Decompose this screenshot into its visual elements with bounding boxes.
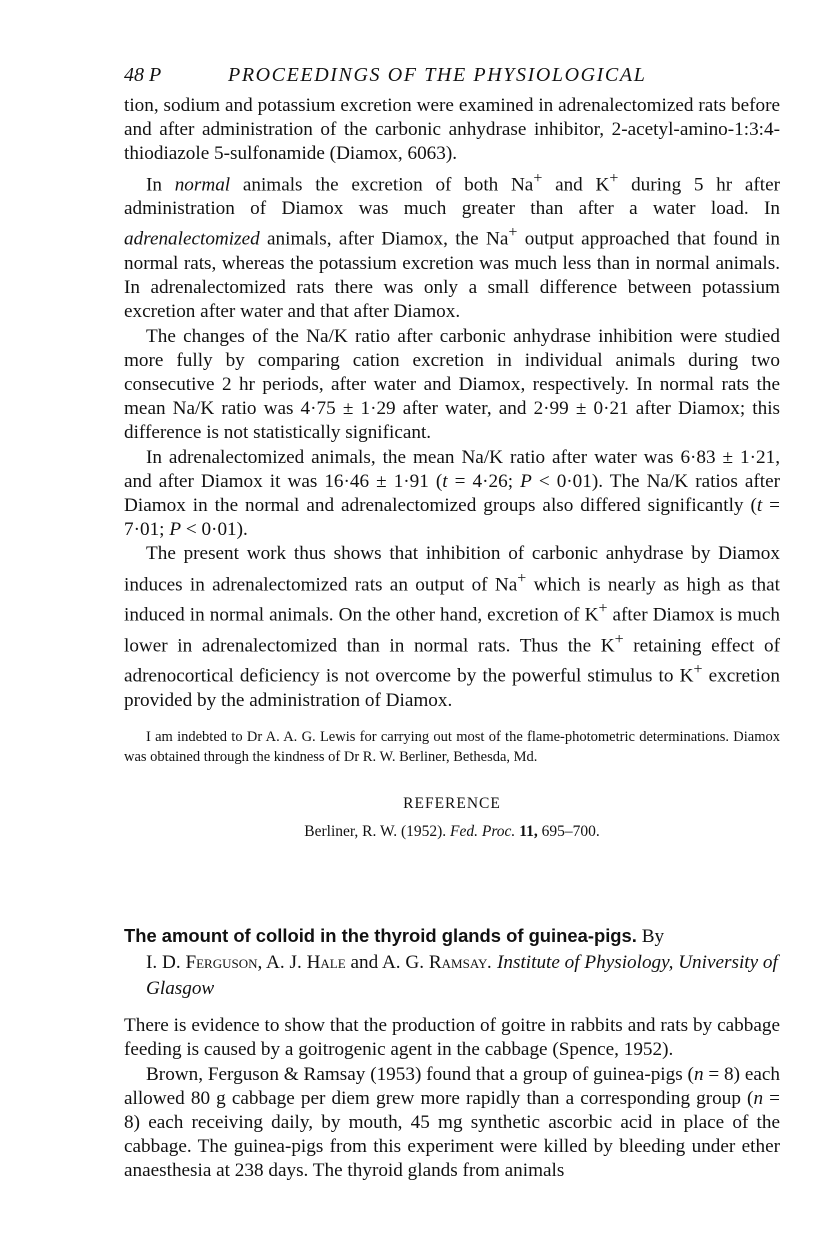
section-paragraph-1: There is evidence to show that the production of goitre in rabbits and rats by cabbage feeding is caused by a goitrogenic agent in the cabbage (Spence, 1952). xyxy=(124,1015,780,1061)
paragraph-2: In normal animals the excretion of both Na+ and K+ during 5 hr after administration of Diamox was much greater than after a water load. In adrenalectomized animals, after Diamox, the Na+ output approached that found in normal rats, whereas the potassium excretion was much less than in normal animals. In adrenalectomized rats there was only a small difference between potassium excretion after water and that after Diamox. xyxy=(124,169,781,323)
section-title: The amount of colloid in the thyroid glands of guinea-pigs. By xyxy=(124,925,665,948)
paragraph-3: The changes of the Na/K ratio after carbonic anhydrase inhibition were studied more fully by comparing cation excretion in individual animals during two consecutive 2 hr periods, after water and Diamox, respectively. In normal rats the mean Na/K ratio was 4·75 ± 1·29 after water, and 2·99 ± 0·21 after Diamox; this difference is not statistically significant. xyxy=(124,325,780,444)
page-number: 48 P xyxy=(124,64,162,86)
paragraph-5: The present work thus shows that inhibition of carbonic anhydrase by Diamox induces in adrenalectomized rats an output of Na+ which is nearly as high as that induced in normal animals. On the other hand, excretion of K+ after Diamox is much lower in adrenalectomized than in normal rats. Thus the K+ retaining effect of adrenocortical deficiency is not overcome by the powerful stimulus to K+ excretion provided by the administration of Diamox. xyxy=(124,543,780,712)
reference-heading: REFERENCE xyxy=(403,795,501,813)
running-title: PROCEEDINGS OF THE PHYSIOLOGICAL xyxy=(228,64,647,86)
page-content xyxy=(124,64,780,1184)
paragraph-4: In adrenalectomized animals, the mean Na/K ratio after water was 6·83 ± 1·21, and after Diamox it was 16·46 ± 1·91 (t = 4·26; P < 0·01). The Na/K ratios after Diamox in the normal and adrenalectomized groups also differed significantly (t = 7·01; P < 0·01). xyxy=(124,446,781,541)
paragraph-1: tion, sodium and potassium excretion were examined in adrenalectomized rats before and after administration of the carbonic anhydrase inhibitor, 2-acetyl-amino-1:3:4-thiodiazole 5-sulfonamide (Diamox, 6063). xyxy=(124,95,780,165)
reference-entry: Berliner, R. W. (1952). Fed. Proc. 11, 695–700. xyxy=(304,823,600,841)
section-authors: I. D. Ferguson, A. J. Hale and A. G. Ramsay. Institute of Physiology, University of Glasgow xyxy=(146,952,778,1000)
running-header xyxy=(124,64,780,94)
acknowledgement: I am indebted to Dr A. A. G. Lewis for carrying out most of the flame-photometric determinations. Diamox was obtained through the kindness of Dr R. W. Berliner, Bethesda, Md. xyxy=(124,729,780,766)
section-paragraph-2: Brown, Ferguson & Ramsay (1953) found that a group of guinea-pigs (n = 8) each allowed 80 g cabbage per diem grew more rapidly than a corresponding group (n = 8) each receiving daily, by mouth, 45 mg synthetic ascorbic acid in place of the cabbage. The guinea-pigs from this experiment were killed by bleeding under ether anaesthesia at 238 days. The thyroid glands from animals xyxy=(124,1063,780,1182)
